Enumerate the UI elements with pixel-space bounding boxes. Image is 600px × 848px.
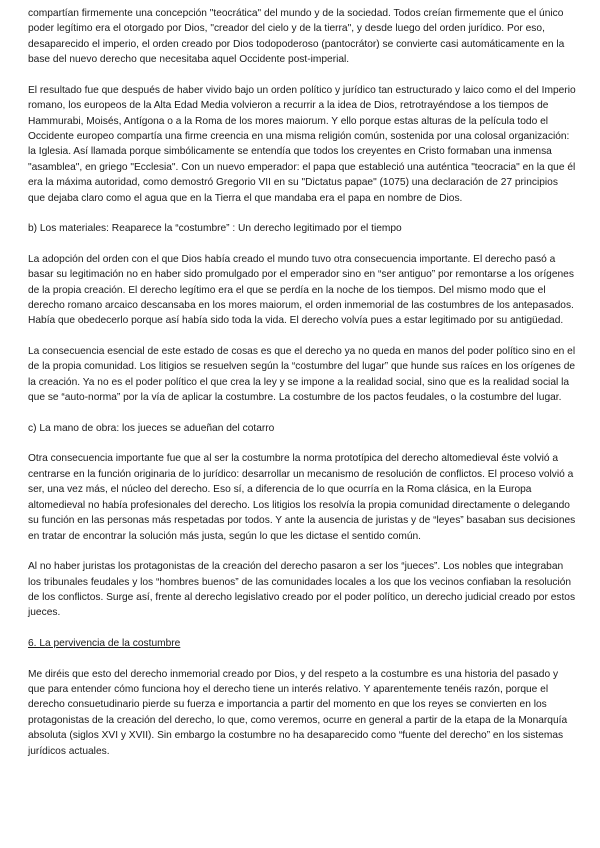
document-page: [28, 6, 576, 774]
heading-materiales: b) Los materiales: Reaparece la “costumbre” : Un derecho legitimado por el tiempo: [28, 223, 402, 235]
paragraph-proceso: Otra consecuencia importante fue que al ser la costumbre la norma prototípica del derecho altomedieval éste volvió a centrarse en la función originaria de lo jurídico: desarrollar un mecanismo de resolución de conflictos. El proceso volvió a ser, una vez más, el núcleo del derecho. Eso sí, a diferencia de lo que ocurría en la Roma clásica, en la Europa altomedieval no había profesionales del derecho. Los litigios los resolvía la propia comunidad directamente o delegando su función en las personas más respetadas por todos. Y ante la ausencia de juristas y de “leyes” basaban sus decisiones en tratar de encontrar la solución más justa, según lo que les dictase el sentido común.: [28, 453, 576, 542]
paragraph-comunidad: La consecuencia esencial de este estado de cosas es que el derecho ya no queda en manos del poder político sino en el de la propia comunidad. Los litigios se resuelven según la “costumbre del lugar” que hunde sus raíces en los orígenes de la creación. Ya no es el poder político el que crea la ley y se impone a la realidad social, sino que es la realidad social la que se “auto-norma” por la vía de aplicar la costumbre. La costumbre de los pactos feudales, o la costumbre del lugar.: [28, 346, 576, 404]
paragraph-teocracia: compartían firmemente una concepción "teocrática" del mundo y de la sociedad. Todos creían firmemente que el único poder legítimo era el otorgado por Dios, "creador del cielo y de la tierra", y desde luego del orden jurídico. Por eso, desaparecido el imperio, el orden creado por Dios todopoderoso (pantocrátor) se convierte casi automáticamente en la base del nuevo derecho que necesitaba aquel Occidente post-imperial.: [28, 8, 565, 66]
paragraph-derecho-consuetudinario: Me diréis que esto del derecho inmemorial creado por Dios, y del respeto a la costumbre es una historia del pasado y que para entender cómo funciona hoy el derecho tiene un interés relativo. Y aparentemente tenéis razón, porque el derecho consuetudinario pierde su fuerza e importancia a partir del momento en que los reyes se convierten en los protagonistas de la creación del derecho, lo que, como veremos, ocurre en general a partir de la etapa de la Monarquía absoluta (siglos XVI y XVII). Sin embargo la costumbre no ha desaparecido como “fuente del derecho” en los sistemas jurídicos actuales.: [28, 668, 568, 757]
paragraph-antiguedad: La adopción del orden con el que Dios había creado el mundo tuvo otra consecuencia importante. El derecho pasó a basar su legitimación no en haber sido promulgado por el emperador sino en “ser antiguo” por remontarse a los orígenes de la propia creación. El derecho legítimo era el que se perdía en la noche de los tiempos. Del mismo modo que el derecho romano arcaico descansaba en los mores maiorum, el orden inmemorial de las costumbres de los antepasados. Había que obedecerlo porque así había sido toda la vida. El derecho volvía pues a estar legitimado por su antigüedad.: [28, 253, 574, 327]
heading-mano-de-obra: c) La mano de obra: los jueces se adueñan del cotarro: [28, 422, 275, 434]
paragraph-iglesia: El resultado fue que después de haber vivido bajo un orden político y jurídico tan estructurado y laico como el del Imperio romano, los europeos de la Alta Edad Media volvieron a recurrir a la idea de Dios, retrotrayéndose a los tiempos de Hammurabi, Moisés, Antígona o a la Roma de los mores maiorum. Y ello porque estas alturas de la película todo el Occidente europeo compartía una firme creencia en una misma religión común, sostenida por una colosal organización: la Iglesia. Así llamada porque simbólicamente se entendía que todos los creyentes en Cristo formaban una inmensa "asamblea", en griego "Ecclesia". Con un nuevo emperador: el papa que estableció una auténtica "teocracia" en la que él era la máxima autoridad, como demostró Gregorio VII en su "Dictatus papae" (1075) una declaración de 27 principios que dejaba claro como el agua que en la Tierra el que mandaba era el papa en nombre de Dios.: [28, 84, 576, 204]
section-title-pervivencia: 6. La pervivencia de la costumbre: [28, 637, 181, 649]
paragraph-jueces: Al no haber juristas los protagonistas de la creación del derecho pasaron a ser los “jueces”. Los nobles que integraban los tribunales feudales y los “hombres buenos” de las comunidades locales a los que los vecinos confiaban la resolución de los conflictos. Surge así, frente al derecho legislativo creado por el poder político, un derecho judicial creado por estos jueces.: [28, 561, 576, 619]
